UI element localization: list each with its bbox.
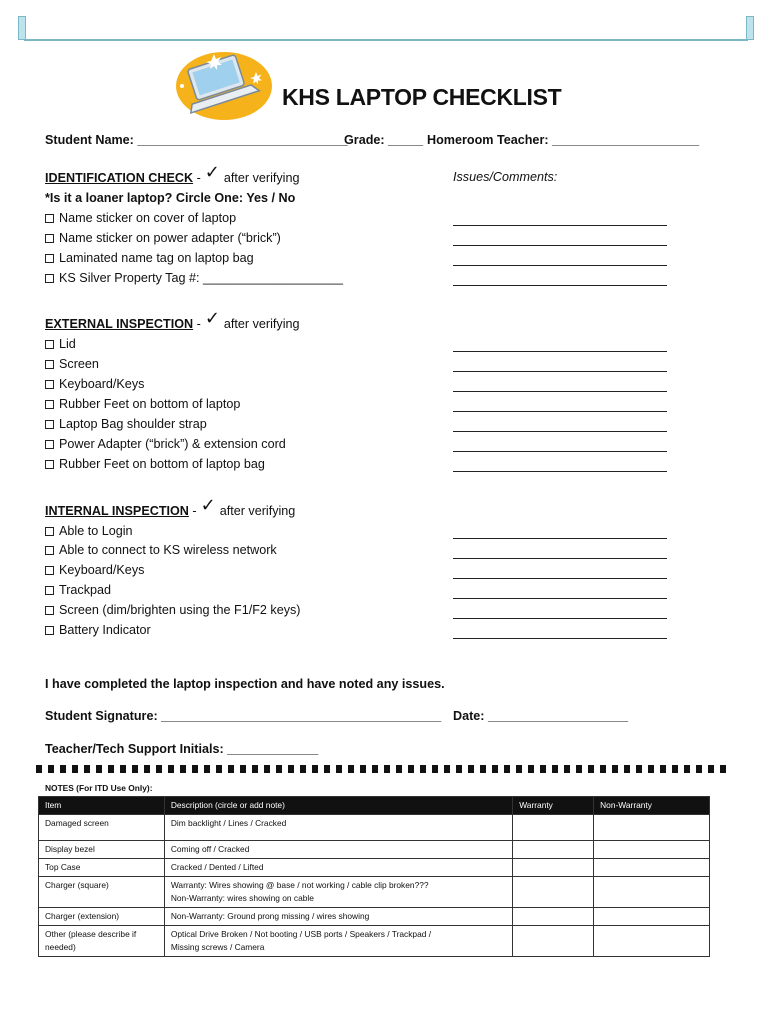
warranty-cell[interactable] (513, 859, 594, 877)
description-line: Warranty: Wires showing @ base / not working / cable clip broken??? (170, 880, 429, 890)
identification-heading-row (45, 162, 300, 186)
external-heading-row (45, 308, 300, 332)
comment-line[interactable] (453, 597, 667, 599)
table-row (39, 841, 710, 859)
checklist-item[interactable] (45, 376, 144, 392)
column-header: Non-Warranty (594, 797, 710, 815)
checklist-item-label: Lid (59, 337, 76, 351)
description-cell[interactable] (164, 926, 512, 957)
table-header-row (39, 797, 710, 815)
page-title: KHS LAPTOP CHECKLIST (282, 84, 562, 110)
checklist-item[interactable] (45, 562, 144, 578)
identification-heading: IDENTIFICATION CHECK (45, 171, 194, 185)
comment-line[interactable] (453, 284, 667, 286)
checkbox[interactable] (45, 586, 54, 595)
description-line: Non-Warranty: wires showing on cable (170, 893, 314, 903)
heading-dash: - (196, 171, 201, 185)
checklist-item-label: Rubber Feet on bottom of laptop (59, 397, 241, 411)
checklist-item[interactable] (45, 230, 281, 246)
checkbox[interactable] (45, 400, 54, 409)
non-warranty-cell[interactable] (594, 926, 710, 957)
checklist-item[interactable] (45, 622, 151, 638)
checkbox[interactable] (45, 626, 54, 635)
checkbox[interactable] (45, 214, 54, 223)
description-cell[interactable]: Non-Warranty: Ground prong missing / wires showing (164, 908, 512, 926)
item-cell (39, 926, 165, 957)
checklist-item-label: Keyboard/Keys (59, 563, 145, 577)
heading-dash: - (196, 317, 201, 331)
cut-line-divider (36, 765, 726, 773)
non-warranty-cell[interactable] (594, 877, 710, 908)
item-cell: Damaged screen (39, 815, 165, 841)
checkbox[interactable] (45, 380, 54, 389)
non-warranty-cell[interactable] (594, 815, 710, 841)
warranty-cell[interactable] (513, 908, 594, 926)
comment-line[interactable] (453, 370, 667, 372)
checklist-item-label: Laptop Bag shoulder strap (59, 417, 207, 431)
table-row (39, 908, 710, 926)
checkbox[interactable] (45, 566, 54, 575)
itd-notes-table (38, 796, 710, 957)
warranty-cell[interactable] (513, 926, 594, 957)
checkmark-icon: ✓ (204, 162, 220, 183)
checklist-item[interactable] (45, 210, 236, 226)
internal-heading-row (45, 495, 296, 519)
student-signature-field[interactable]: Student Signature: ________________________________________ (45, 709, 442, 723)
checkbox[interactable] (45, 420, 54, 429)
homeroom-teacher-field[interactable]: Homeroom Teacher: _____________________ (427, 133, 700, 147)
item-cell: Display bezel (39, 841, 165, 859)
description-cell[interactable]: Cracked / Dented / Lifted (164, 859, 512, 877)
laptop-logo (172, 46, 274, 122)
notes-title: NOTES (For ITD Use Only): (45, 783, 153, 793)
top-border-cap-right (746, 16, 754, 40)
grade-field[interactable]: Grade: _____ (344, 133, 424, 147)
external-heading: EXTERNAL INSPECTION (45, 317, 194, 331)
comment-line[interactable] (453, 470, 667, 472)
comment-line[interactable] (453, 637, 667, 639)
item-line: Other (please describe if (45, 929, 137, 939)
comment-line[interactable] (453, 410, 667, 412)
checklist-item-label: Trackpad (59, 583, 112, 597)
checklist-item[interactable] (45, 416, 207, 432)
non-warranty-cell[interactable] (594, 841, 710, 859)
internal-heading: INTERNAL INSPECTION (45, 504, 189, 518)
comment-line[interactable] (453, 264, 667, 266)
comment-line[interactable] (453, 244, 667, 246)
checklist-item-label: Able to Login (59, 524, 133, 538)
checklist-item-label: Name sticker on cover of laptop (59, 211, 237, 225)
comment-line[interactable] (453, 557, 667, 559)
checklist-item-label: Screen (dim/brighten using the F1/F2 keys) (59, 603, 301, 617)
heading-dash: - (192, 504, 197, 518)
date-field[interactable]: Date: ____________________ (453, 709, 629, 723)
non-warranty-cell[interactable] (594, 908, 710, 926)
column-header: Description (circle or add note) (164, 797, 512, 815)
item-cell: Charger (extension) (39, 908, 165, 926)
warranty-cell[interactable] (513, 877, 594, 908)
after-verifying-label: after verifying (219, 504, 296, 518)
checklist-item[interactable] (45, 456, 265, 472)
checkbox[interactable] (45, 234, 54, 243)
non-warranty-cell[interactable] (594, 859, 710, 877)
loaner-question[interactable]: *Is it a loaner laptop? Circle One: Yes / No (45, 191, 296, 205)
top-border-cap-left (18, 16, 26, 40)
checklist-item[interactable] (45, 396, 240, 412)
checklist-item-label: Rubber Feet on bottom of laptop bag (59, 457, 265, 471)
description-line: Optical Drive Broken / Not booting / USB ports / Speakers / Trackpad / (170, 929, 432, 939)
checklist-item[interactable] (45, 270, 343, 286)
checklist-item-label: Power Adapter (“brick”) & extension cord (59, 437, 286, 451)
checklist-item-label: Laminated name tag on laptop bag (59, 251, 254, 265)
checkbox[interactable] (45, 274, 54, 283)
checklist-item[interactable] (45, 582, 111, 598)
comment-line[interactable] (453, 537, 667, 539)
checkmark-icon: ✓ (200, 495, 216, 516)
description-cell[interactable] (164, 877, 512, 908)
checklist-item-label: KS Silver Property Tag #: ____________________ (59, 271, 344, 285)
checkbox[interactable] (45, 460, 54, 469)
warranty-cell[interactable] (513, 815, 594, 841)
checkbox[interactable] (45, 254, 54, 263)
checkbox[interactable] (45, 360, 54, 369)
checklist-item[interactable] (45, 523, 133, 539)
description-cell[interactable]: Dim backlight / Lines / Cracked (164, 815, 512, 841)
checklist-item-label: Screen (59, 357, 99, 371)
table-row (39, 815, 710, 841)
description-cell[interactable]: Coming off / Cracked (164, 841, 512, 859)
checklist-item[interactable] (45, 602, 301, 618)
after-verifying-label: after verifying (223, 171, 300, 185)
description-line: Missing screws / Camera (170, 942, 265, 952)
checkbox[interactable] (45, 546, 54, 555)
item-line: needed) (45, 942, 76, 952)
comment-line[interactable] (453, 450, 667, 452)
table-row (39, 877, 710, 908)
comment-line[interactable] (453, 430, 667, 432)
table-row (39, 926, 710, 957)
initials-field[interactable]: Teacher/Tech Support Initials: _____________ (45, 742, 319, 756)
top-border-line (24, 39, 748, 41)
column-header: Warranty (513, 797, 594, 815)
comment-line[interactable] (453, 390, 667, 392)
after-verifying-label: after verifying (223, 317, 300, 331)
column-header: Item (39, 797, 165, 815)
warranty-cell[interactable] (513, 841, 594, 859)
top-border (18, 16, 754, 40)
checklist-item[interactable] (45, 336, 76, 352)
comment-line[interactable] (453, 224, 667, 226)
comment-line[interactable] (453, 350, 667, 352)
comment-line[interactable] (453, 577, 667, 579)
checklist-item-label: Able to connect to KS wireless network (59, 543, 277, 557)
checklist-item-label: Battery Indicator (59, 623, 151, 637)
checkbox[interactable] (45, 606, 54, 615)
table-row (39, 859, 710, 877)
checklist-item-label: Name sticker on power adapter (“brick”) (59, 231, 281, 245)
item-cell: Charger (square) (39, 877, 165, 908)
completion-statement: I have completed the laptop inspection and have noted any issues. (45, 677, 445, 691)
checklist-item[interactable] (45, 542, 277, 558)
item-cell: Top Case (39, 859, 165, 877)
checkbox[interactable] (45, 527, 54, 536)
student-name-field[interactable]: Student Name: ______________________________ (45, 133, 348, 147)
checklist-item[interactable] (45, 250, 254, 266)
comments-label: Issues/Comments: (453, 170, 558, 184)
checkbox[interactable] (45, 340, 54, 349)
checklist-item-label: Keyboard/Keys (59, 377, 145, 391)
checkmark-icon: ✓ (204, 308, 220, 329)
checklist-item[interactable] (45, 436, 286, 452)
checklist-item[interactable] (45, 356, 99, 372)
comment-line[interactable] (453, 617, 667, 619)
checkbox[interactable] (45, 440, 54, 449)
